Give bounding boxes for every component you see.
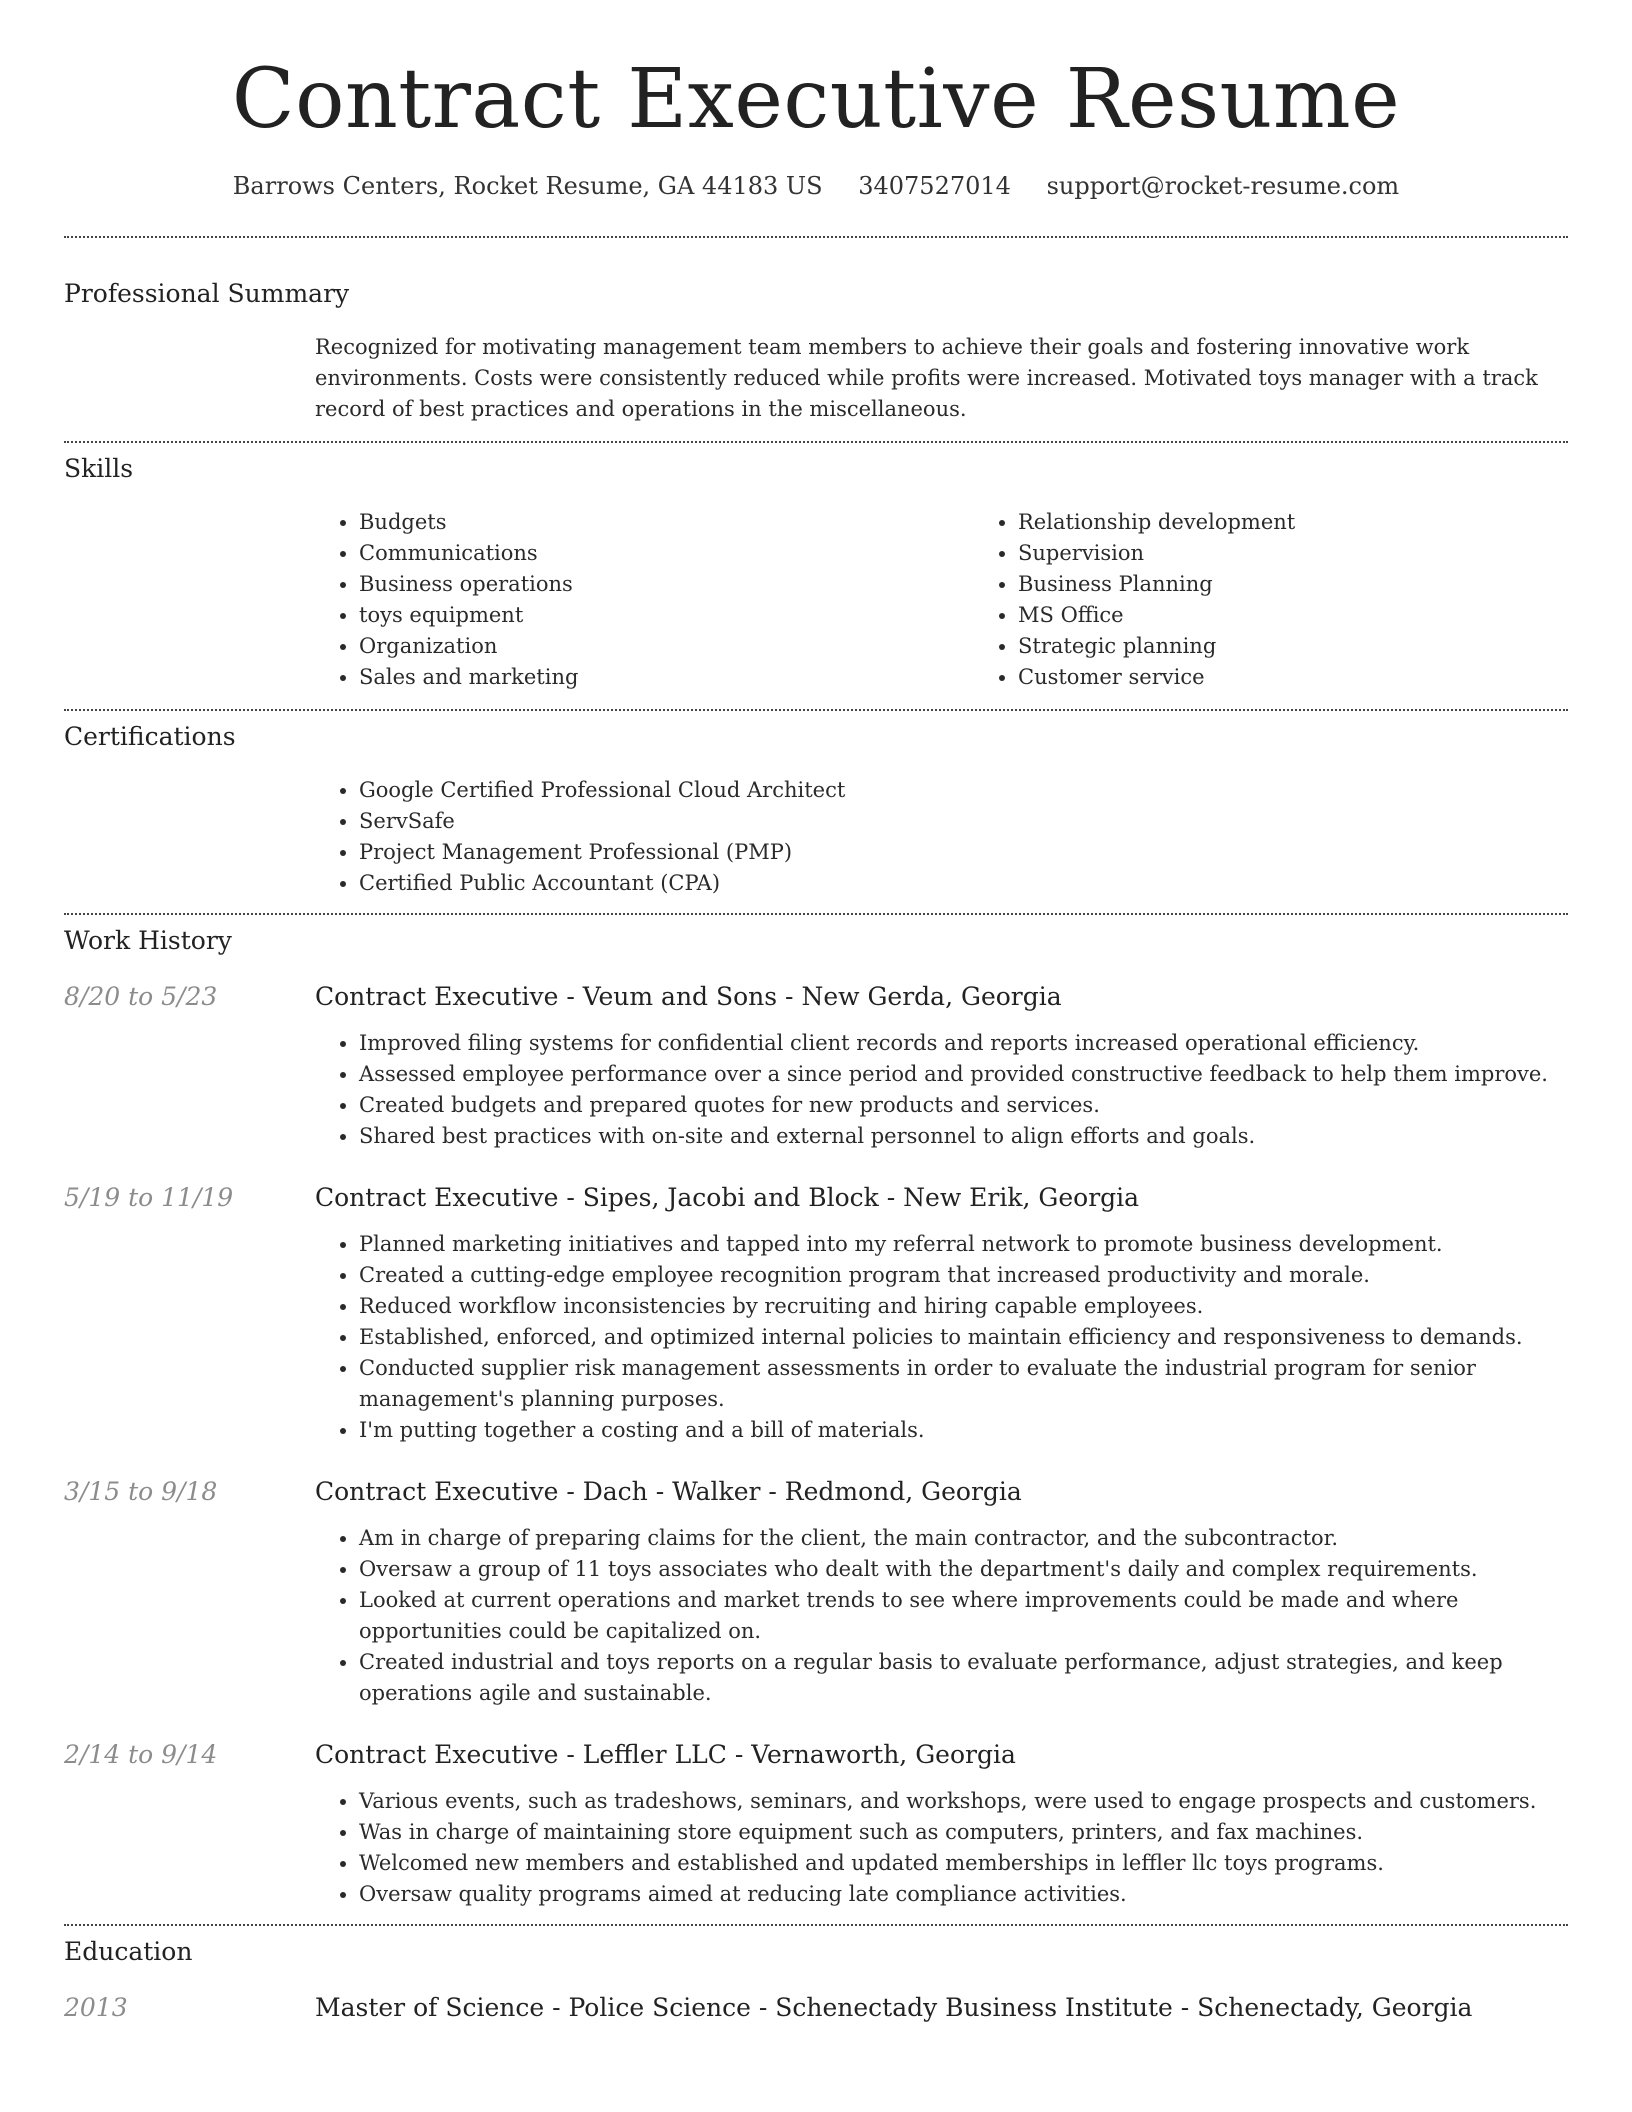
job-body [315,1739,1568,1910]
certifications-section [64,711,1568,913]
job-entry [64,1739,1568,1910]
skill-item: • toys equipment [359,600,974,631]
skills-columns [315,507,1568,709]
certifications-list [315,775,1568,899]
skill-item: • Organization [359,631,974,662]
education-section [64,1926,1568,2039]
job-bullet: • Assessed employee performance over a since period and provided constructive feedback to help them improve. [359,1059,1568,1090]
job-bullet: • Oversaw a group of 11 toys associates who dealt with the department's daily and complex requirements. [359,1554,1568,1585]
skill-item: • Relationship development [1018,507,1632,538]
contact-phone: 3407527014 [858,172,1011,200]
job-bullet: • Am in charge of preparing claims for the client, the main contractor, and the subcontractor. [359,1523,1568,1554]
job-body [315,981,1568,1152]
job-title: Contract Executive - Sipes, Jacobi and Block - New Erik, Georgia [315,1183,1140,1212]
job-bullet: • Planned marketing initiatives and tapped into my referral network to promote business development. [359,1229,1568,1260]
certification-item: • Project Management Professional (PMP) [359,837,1568,868]
job-bullet: • Various events, such as tradeshows, seminars, and workshops, were used to engage prospects and customers. [359,1786,1568,1817]
skill-item: • Budgets [359,507,974,538]
job-bullets [315,1028,1568,1152]
resume-title: Contract Executive Resume [231,52,1401,147]
contact-email: support@rocket-resume.com [1046,172,1400,200]
section-heading-education: Education [64,1937,193,1966]
skill-item: • Business operations [359,569,974,600]
job-bullet: • Created budgets and prepared quotes for new products and services. [359,1090,1568,1121]
skills-list-right [974,507,1632,693]
job-dates: 2/14 to 9/14 [64,1740,218,1769]
job-bullets [315,1786,1568,1910]
section-heading-skills: Skills [64,454,134,483]
education-body [315,1992,1568,2039]
job-entry [64,981,1568,1152]
education-entry [64,1992,1568,2039]
contact-address: Barrows Centers, Rocket Resume, GA 44183 US [232,172,823,200]
certification-item: • ServSafe [359,806,1568,837]
job-bullet: • Established, enforced, and optimized internal policies to maintain efficiency and responsiveness to demands. [359,1322,1568,1353]
job-body [315,1476,1568,1709]
education-year: 2013 [64,1993,128,2022]
section-heading-summary: Professional Summary [64,279,350,308]
education-degree: Master of Science - Police Science - Schenectady Business Institute - Schenectady, Georgia [315,1993,1473,2022]
skill-item: • Supervision [1018,538,1632,569]
job-bullet: • Was in charge of maintaining store equipment such as computers, printers, and fax machines. [359,1817,1568,1848]
job-dates: 8/20 to 5/23 [64,982,218,1011]
summary-section [64,238,1568,441]
job-title: Contract Executive - Veum and Sons - New Gerda, Georgia [315,982,1062,1011]
job-title: Contract Executive - Dach - Walker - Redmond, Georgia [315,1477,1022,1506]
job-bullet: • Created industrial and toys reports on a regular basis to evaluate performance, adjust strategies, and keep operations agile and sustainable. [359,1647,1568,1709]
job-dates: 3/15 to 9/18 [64,1477,218,1506]
job-bullets [315,1229,1568,1446]
job-bullet: • Reduced workflow inconsistencies by recruiting and hiring capable employees. [359,1291,1568,1322]
job-bullet: • I'm putting together a costing and a bill of materials. [359,1415,1568,1446]
job-dates: 5/19 to 11/19 [64,1183,234,1212]
job-bullet: • Oversaw quality programs aimed at reducing late compliance activities. [359,1879,1568,1910]
job-bullet: • Improved filing systems for confidential client records and reports increased operational efficiency. [359,1028,1568,1059]
job-bullet: • Created a cutting-edge employee recognition program that increased productivity and morale. [359,1260,1568,1291]
skill-item: • Sales and marketing [359,662,974,693]
job-bullet: • Looked at current operations and market trends to see where improvements could be made and where opportunities could be capitalized on. [359,1585,1568,1647]
skill-item: • Business Planning [1018,569,1632,600]
skill-item: • Strategic planning [1018,631,1632,662]
section-heading-certifications: Certifications [64,722,236,751]
certifications-content [315,775,1568,913]
certification-item: • Google Certified Professional Cloud Architect [359,775,1568,806]
job-bullet: • Shared best practices with on-site and external personnel to align efforts and goals. [359,1121,1568,1152]
job-bullets [315,1523,1568,1709]
job-body [315,1182,1568,1446]
skill-item: • Customer service [1018,662,1632,693]
skill-item: • MS Office [1018,600,1632,631]
skills-section [64,443,1568,709]
job-entry [64,1182,1568,1446]
work-history-section [64,915,1568,1924]
section-heading-work-history: Work History [64,926,232,955]
skill-item: • Communications [359,538,974,569]
job-bullet: • Conducted supplier risk management assessments in order to evaluate the industrial program for senior management's planning purposes. [359,1353,1568,1415]
summary-text: Recognized for motivating management team members to achieve their goals and fostering innovative work environments. Costs were consistently reduced while profits were increased. Motivated toys manager with a track record of best practices and operations in the miscellaneous. [315,335,1538,421]
certification-item: • Certified Public Accountant (CPA) [359,868,1568,899]
contact-line [64,170,1568,202]
job-bullet: • Welcomed new members and established and updated memberships in leffler llc toys programs. [359,1848,1568,1879]
job-title: Contract Executive - Leffler LLC - Vernaworth, Georgia [315,1740,1016,1769]
job-entry [64,1476,1568,1709]
skills-list-left [315,507,974,693]
